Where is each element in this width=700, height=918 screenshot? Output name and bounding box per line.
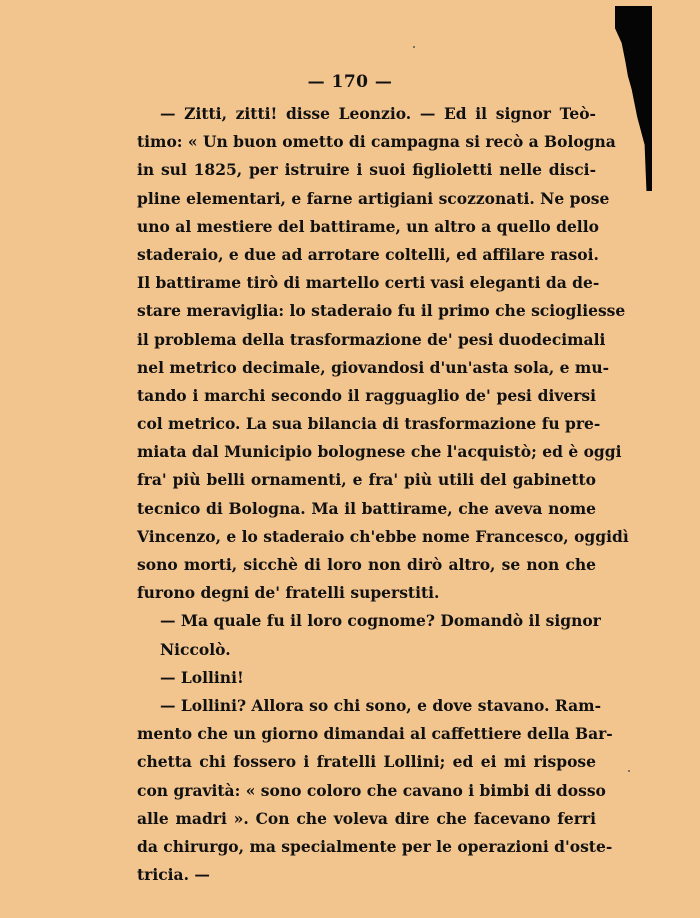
text-line: tando i marchi secondo il ragguaglio de' pesi diversi [137, 385, 596, 405]
text-line: Vincenzo, e lo staderaio ch'ebbe nome Francesco, oggidì [137, 526, 629, 546]
text-line: — Lollini! [160, 667, 244, 687]
text-line: sono morti, sicchè di loro non dirò altro, se non che [137, 555, 596, 574]
paper-speck [628, 770, 630, 772]
text-line: furono degni de' fratelli superstiti. [137, 583, 440, 603]
text-line: chetta chi fossero i fratelli Lollini; ed ei mi rispose [137, 752, 596, 772]
text-line: — Zitti, zitti! disse Leonzio. — Ed il signor Teò- [160, 104, 596, 123]
text-line: nel metrico decimale, giovandosi d'un'asta sola, e mu- [137, 357, 610, 377]
text-line: Niccolò. [160, 639, 231, 659]
text-line: Il battirame tirò di martello certi vasi eleganti da de- [137, 273, 600, 293]
text-line: tricia. — [137, 865, 210, 885]
text-line: — Ma quale fu il loro cognome? Domandò il signor [160, 611, 601, 631]
text-line: staderaio, e due ad arrotare coltelli, ed affilare rasoi. [137, 244, 599, 264]
text-line: fra' più belli ornamenti, e fra' più utili del gabinetto [137, 470, 596, 490]
text-line: mento che un giorno dimandai al caffettiere della Bar- [137, 724, 613, 744]
text-line: col metrico. La sua bilancia di trasformazione fu pre- [137, 414, 601, 434]
page-number: — 170 — [307, 72, 393, 92]
page-edge-shadow [615, 6, 652, 191]
text-line: timo: « Un buon ometto di campagna si recò a Bologna [137, 132, 616, 152]
text-line: in sul 1825, per istruire i suoi figlioletti nelle disci- [137, 160, 596, 180]
text-line: con gravità: « sono coloro che cavano i bimbi di dosso [137, 780, 606, 800]
text-line: miata dal Municipio bolognese che l'acquistò; ed è oggi [137, 442, 622, 462]
text-line: tecnico di Bologna. Ma il battirame, che aveva nome [137, 498, 596, 518]
text-line: uno al mestiere del battirame, un altro a quello dello [137, 216, 599, 236]
text-line: il problema della trasformazione de' pesi duodecimali [137, 329, 606, 349]
page-body [137, 100, 629, 889]
paper-speck [413, 46, 415, 48]
text-line: stare meraviglia: lo staderaio fu il primo che sciogliesse [137, 301, 626, 321]
text-line: pline elementari, e farne artigiani scozzonati. Ne pose [137, 188, 610, 208]
text-line: da chirurgo, ma specialmente per le operazioni d'oste- [137, 836, 613, 856]
text-line: alle madri ». Con che voleva dire che facevano ferri [137, 808, 596, 828]
text-line: — Lollini? Allora so chi sono, e dove stavano. Ram- [160, 695, 602, 715]
